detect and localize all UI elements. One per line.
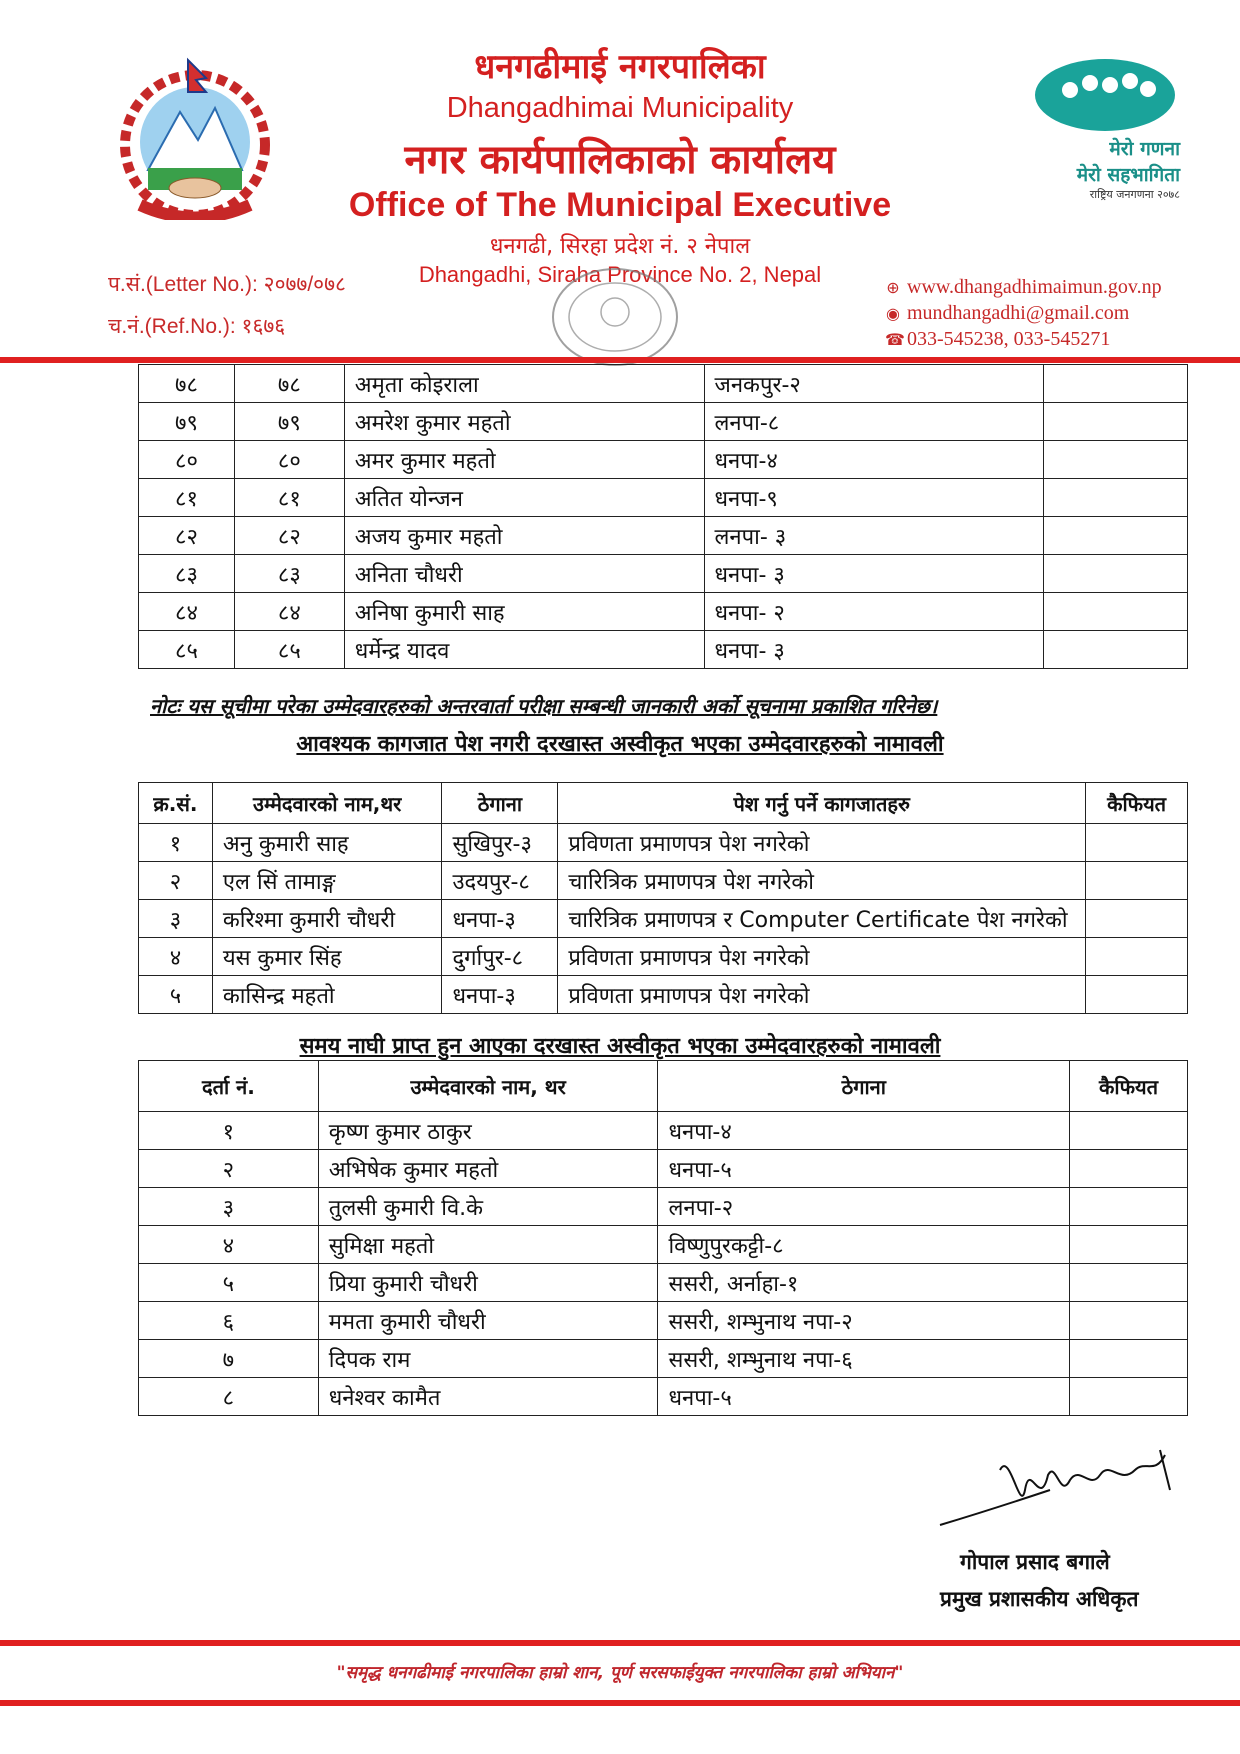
website-link[interactable]	[885, 276, 1162, 299]
municipality-title-en: Dhangadhimai Municipality	[446, 92, 794, 124]
table-row	[139, 479, 1188, 517]
census-line2: मेरो सहभागिता	[1076, 164, 1180, 186]
section2-heading: आवश्यक कागजात पेश नगरी दरखास्त अस्वीकृत भएका उम्मेदवारहरुको नामावली	[296, 732, 944, 757]
office-title-en: Office of The Municipal Executive	[348, 186, 892, 224]
table-cell	[1070, 1150, 1188, 1188]
table-cell: ८०	[139, 441, 235, 479]
table-cell: ८३	[234, 555, 344, 593]
table-cell	[1044, 593, 1188, 631]
phone-info	[885, 328, 1110, 351]
table-cell: ८४	[139, 593, 235, 631]
table-cell: प्रविणता प्रमाणपत्र पेश नगरेको	[558, 938, 1086, 976]
table-row	[139, 1340, 1188, 1378]
table-cell: विष्णुपुरकट्टी-८	[658, 1226, 1070, 1264]
letter-number-value: २०७७/०७८	[263, 273, 346, 296]
table-row	[139, 517, 1188, 555]
missing-documents-table	[138, 782, 1188, 1014]
table-cell: धनपा-५	[658, 1150, 1070, 1188]
table-cell: २	[139, 1150, 319, 1188]
table-cell	[1044, 555, 1188, 593]
table-cell: ७९	[234, 403, 344, 441]
table-cell: धनपा- ३	[704, 555, 1044, 593]
table-cell: तुलसी कुमारी वि.के	[318, 1188, 658, 1226]
table-cell	[1086, 862, 1188, 900]
table-cell: ८	[139, 1378, 319, 1416]
table-cell: सुखिपुर-३	[442, 824, 558, 862]
table-cell: चारित्रिक प्रमाणपत्र र Computer Certificate पेश नगरेको	[558, 900, 1086, 938]
table-cell: १	[139, 824, 213, 862]
reference-number-label: च.नं.(Ref.No.):	[108, 315, 236, 338]
table-cell: १	[139, 1112, 319, 1150]
column-header: कैफियत	[1086, 783, 1188, 824]
table-cell: ससरी, शम्भुनाथ नपा-६	[658, 1340, 1070, 1378]
column-header: ठेगाना	[658, 1061, 1070, 1112]
website-text: www.dhangadhimaimun.gov.np	[907, 276, 1162, 298]
reference-number-value: १६७६	[241, 315, 286, 338]
table-cell: धर्मेन्द्र यादव	[344, 631, 704, 669]
table-cell: अमर कुमार महतो	[344, 441, 704, 479]
table-cell	[1086, 938, 1188, 976]
address-np: धनगढी, सिरहा प्रदेश नं. २ नेपाल	[489, 234, 751, 259]
table-cell: ८२	[139, 517, 235, 555]
table-cell: लनपा-२	[658, 1188, 1070, 1226]
table-cell: धनेश्वर कामैत	[318, 1378, 658, 1416]
table-cell: ८१	[234, 479, 344, 517]
table-cell: धनपा-४	[658, 1112, 1070, 1150]
table-cell	[1070, 1340, 1188, 1378]
table-cell: दुर्गापुर-८	[442, 938, 558, 976]
table-cell: धनपा-५	[658, 1378, 1070, 1416]
table-cell: अमरेश कुमार महतो	[344, 403, 704, 441]
table-row	[139, 1378, 1188, 1416]
late-applications-table	[138, 1060, 1188, 1416]
table-row	[139, 1150, 1188, 1188]
table-cell: कासिन्द्र महतो	[212, 976, 442, 1014]
footer-divider-bottom	[0, 1700, 1240, 1706]
email-text: mundhangadhi@gmail.com	[907, 302, 1130, 324]
address-en: Dhangadhi, Siraha Province No. 2, Nepal	[418, 262, 822, 287]
notice-note: नोटः यस सूचीमा परेका उम्मेदवारहरुको अन्तरवार्ता परीक्षा सम्बन्धी जानकारी अर्को सूचनामा प्रकाशित गरिनेछ।	[150, 694, 938, 718]
table-cell	[1070, 1226, 1188, 1264]
column-header: कैफियत	[1070, 1061, 1188, 1112]
table-cell: अजय कुमार महतो	[344, 517, 704, 555]
table-cell: ८५	[234, 631, 344, 669]
column-header: पेश गर्नु पर्ने कागजातहरु	[558, 783, 1086, 824]
table-cell	[1070, 1188, 1188, 1226]
table-header-row	[139, 1061, 1188, 1112]
table-cell: अनिषा कुमारी साह	[344, 593, 704, 631]
table-cell	[1044, 403, 1188, 441]
table-cell: ८४	[234, 593, 344, 631]
table-row	[139, 1188, 1188, 1226]
table-cell: ७८	[139, 365, 235, 403]
table-cell: ३	[139, 1188, 319, 1226]
table-cell	[1070, 1378, 1188, 1416]
table-cell	[1044, 479, 1188, 517]
table-row	[139, 862, 1188, 900]
email-icon: ◉	[886, 306, 900, 323]
table-cell: ४	[139, 1226, 319, 1264]
table-cell: ससरी, अर्नाहा-१	[658, 1264, 1070, 1302]
table-row	[139, 824, 1188, 862]
table-cell: अनिता चौधरी	[344, 555, 704, 593]
column-header: दर्ता नं.	[139, 1061, 319, 1112]
table-cell: ८०	[234, 441, 344, 479]
table-cell: ७	[139, 1340, 319, 1378]
candidate-list-table	[138, 364, 1188, 669]
table-cell	[1044, 517, 1188, 555]
signatory-name: गोपाल प्रसाद बगाले	[960, 1550, 1110, 1574]
email-link[interactable]	[885, 302, 1129, 325]
table-cell: लनपा- ३	[704, 517, 1044, 555]
table-cell	[1086, 900, 1188, 938]
table-cell: ८५	[139, 631, 235, 669]
table-cell	[1044, 631, 1188, 669]
table-cell: ८१	[139, 479, 235, 517]
table-row	[139, 900, 1188, 938]
table-cell	[1070, 1112, 1188, 1150]
table-cell: ६	[139, 1302, 319, 1340]
office-title-np: नगर कार्यपालिकाको कार्यालय	[404, 137, 836, 183]
table-cell: ५	[139, 976, 213, 1014]
table-row	[139, 555, 1188, 593]
table-cell: ७९	[139, 403, 235, 441]
table-row	[139, 1302, 1188, 1340]
table-cell: प्रिया कुमारी चौधरी	[318, 1264, 658, 1302]
table-cell: अमृता कोइराला	[344, 365, 704, 403]
table-cell	[1070, 1264, 1188, 1302]
table-cell: धनपा- ३	[704, 631, 1044, 669]
section3-heading: समय नाघी प्राप्त हुन आएका दरखास्त अस्वीकृत भएका उम्मेदवारहरुको नामावली	[299, 1034, 941, 1059]
table-cell: एल सिं तामाङ्ग	[212, 862, 442, 900]
signatory-title: प्रमुख प्रशासकीय अधिकृत	[940, 1587, 1139, 1611]
footer-divider-top	[0, 1640, 1240, 1646]
column-header: क्र.सं.	[139, 783, 213, 824]
table-cell: धनपा- २	[704, 593, 1044, 631]
table-cell: चारित्रिक प्रमाणपत्र पेश नगरेको	[558, 862, 1086, 900]
table-cell: करिश्मा कुमारी चौधरी	[212, 900, 442, 938]
table-cell	[1086, 976, 1188, 1014]
globe-icon: ⊕	[886, 280, 900, 297]
table-cell: अभिषेक कुमार महतो	[318, 1150, 658, 1188]
table-row	[139, 1264, 1188, 1302]
table-cell: प्रविणता प्रमाणपत्र पेश नगरेको	[558, 976, 1086, 1014]
table-cell: ७८	[234, 365, 344, 403]
handwritten-signature-icon	[930, 1430, 1200, 1540]
table-row	[139, 593, 1188, 631]
table-cell: २	[139, 862, 213, 900]
footer-slogan: "समृद्ध धनगढीमाई नगरपालिका हाम्रो शान, पूर्ण सरसफाईयुक्त नगरपालिका हाम्रो अभियान"	[336, 1663, 904, 1683]
table-cell: सुमिक्षा महतो	[318, 1226, 658, 1264]
table-row	[139, 976, 1188, 1014]
table-cell: दिपक राम	[318, 1340, 658, 1378]
column-header: ठेगाना	[442, 783, 558, 824]
table-cell: ५	[139, 1264, 319, 1302]
table-cell: जनकपुर-२	[704, 365, 1044, 403]
letter-number-label: प.सं.(Letter No.):	[108, 273, 258, 296]
table-cell	[1044, 365, 1188, 403]
table-cell: ८२	[234, 517, 344, 555]
table-cell: धनपा-४	[704, 441, 1044, 479]
table-cell: ससरी, शम्भुनाथ नपा-२	[658, 1302, 1070, 1340]
table-cell: धनपा-९	[704, 479, 1044, 517]
table-cell: ८३	[139, 555, 235, 593]
table-row	[139, 441, 1188, 479]
table-cell: कृष्ण कुमार ठाकुर	[318, 1112, 658, 1150]
table-cell: प्रविणता प्रमाणपत्र पेश नगरेको	[558, 824, 1086, 862]
header-divider	[0, 357, 1240, 363]
table-cell: धनपा-३	[442, 976, 558, 1014]
column-header: उम्मेदवारको नाम, थर	[318, 1061, 658, 1112]
table-row	[139, 1112, 1188, 1150]
table-header-row	[139, 783, 1188, 824]
table-cell: ३	[139, 900, 213, 938]
census-line1: मेरो गणना	[1109, 138, 1180, 160]
table-cell: यस कुमार सिंह	[212, 938, 442, 976]
reference-number	[108, 312, 285, 340]
table-row	[139, 631, 1188, 669]
table-row	[139, 365, 1188, 403]
table-cell	[1070, 1302, 1188, 1340]
column-header: उम्मेदवारको नाम,थर	[212, 783, 442, 824]
table-cell: अनु कुमारी साह	[212, 824, 442, 862]
table-cell: ममता कुमारी चौधरी	[318, 1302, 658, 1340]
table-cell: उदयपुर-८	[442, 862, 558, 900]
table-cell: धनपा-३	[442, 900, 558, 938]
municipality-title-np: धनगढीमाई नगरपालिका	[474, 47, 766, 87]
census-line3: राष्ट्रिय जनगणना २०७८	[1089, 188, 1180, 201]
table-row	[139, 1226, 1188, 1264]
phone-icon: ☎	[885, 332, 905, 349]
table-cell: अतित योन्जन	[344, 479, 704, 517]
table-row	[139, 938, 1188, 976]
table-row	[139, 403, 1188, 441]
phone-text: 033-545238, 033-545271	[907, 328, 1111, 350]
table-cell: ४	[139, 938, 213, 976]
table-cell	[1044, 441, 1188, 479]
table-cell: लनपा-८	[704, 403, 1044, 441]
table-cell	[1086, 824, 1188, 862]
letter-number	[108, 270, 346, 298]
official-seal-stamp-icon	[545, 262, 685, 372]
